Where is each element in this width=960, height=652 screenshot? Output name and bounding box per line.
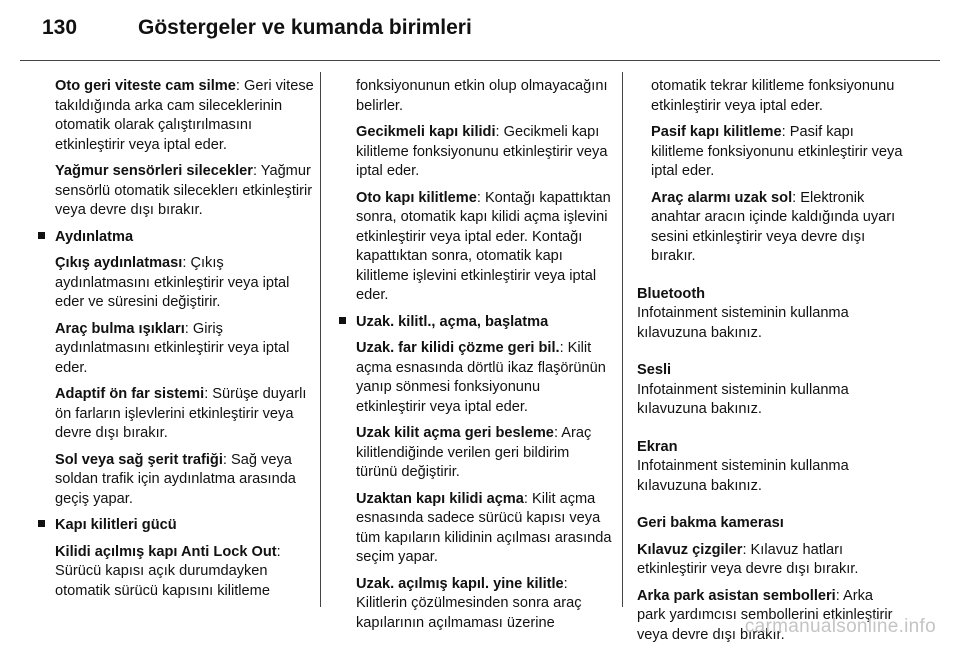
section-title: Geri bakma kamerası <box>637 515 784 531</box>
paragraph: Çıkış aydınlatması: Çıkış aydınlatmasını etkinleştirir veya iptal eder ve süresini değiştirir. <box>55 255 290 310</box>
bullet-heading: Kapı kilitleri gücü <box>55 516 317 536</box>
bullet-square-icon <box>339 317 346 324</box>
paragraph: Arka park asistan sembolleri: Arka park yardımcısı sembollerini etkinleştirir veya devre dışı bırakır. <box>637 587 893 643</box>
page-number: 130 <box>42 16 78 39</box>
paragraph: Kılavuz çizgiler: Kılavuz hatları etkinleştirir veya devre dışı bırakır. <box>637 541 859 577</box>
watermark: carmanualsonline.info <box>744 616 936 637</box>
column-3 <box>637 77 905 652</box>
paragraph: Yağmur sensörleri silecekler: Yağmur sensörlü otomatik sileceklerı etkinleştirir veya devre dışı bırakır. <box>55 163 313 218</box>
bullet-heading: Aydınlatma <box>55 228 317 248</box>
paragraph: Adaptif ön far sistemi: Sürüşe duyarlı ön farların işlevlerini etkinleştirir veya devre dışı bırakır. <box>55 386 307 441</box>
section-geri-bakma-kamerasi <box>637 514 905 534</box>
paragraph: Uzak. far kilidi çözme geri bil.: Kilit açma esnasında dörtlü ikaz flaşörünün yanıp sönmesi fonksiyonunu etkinleştirir veya iptal eder. <box>356 340 606 415</box>
column-1 <box>55 77 317 608</box>
section-sesli: Sesli Infotainment sisteminin kullanma kılavuzuna bakınız. <box>637 362 849 417</box>
bullet-square-icon <box>38 520 45 527</box>
section-ekran: Ekran Infotainment sisteminin kullanma kılavuzuna bakınız. <box>637 438 849 494</box>
paragraph: Araç bulma ışıkları: Giriş aydınlatmasını etkinleştirir veya iptal eder. <box>55 320 290 376</box>
paragraph: Oto kapı kilitleme: Kontağı kapattıktan sonra, otomatik kapı kilidi açma işlevini etkinleştirir veya iptal eder. Kontağı kapattıktan sonra, otomatik kapı kilitleme işlevini etkinleştirir veya iptal eder. <box>356 189 611 303</box>
bullet-square-icon <box>38 232 45 239</box>
paragraph: otomatik tekrar kilitleme fonksiyonunu etkinleştirir veya iptal eder. <box>651 78 895 114</box>
section-title: Bluetooth <box>637 285 706 302</box>
paragraph: Kilidi açılmış kapı Anti Lock Out: Sürücü kapısı açık durumdayken otomatik sürücü kapısını kilitleme <box>55 543 281 599</box>
page-title: Göstergeler ve kumanda birimleri <box>138 16 472 39</box>
section-title: Ekran <box>637 438 678 455</box>
column-divider <box>320 72 321 607</box>
paragraph: Pasif kapı kilitleme: Pasif kapı kilitleme fonksiyonunu etkinleştirir veya iptal eder. <box>651 124 903 179</box>
bullet-heading: Uzak. kilitl., açma, başlatma <box>356 313 612 333</box>
paragraph: Uzak. açılmış kapıl. yine kilitle: Kilitlerin çözülmesinden sonra araç kapılarının açılmaması üzerine <box>356 575 582 631</box>
column-2 <box>356 77 612 640</box>
header-rule <box>20 60 940 61</box>
paragraph: Uzak kilit açma geri besleme: Araç kilitlendiğinde verilen geri bildirim türünü değiştirir. <box>356 425 592 480</box>
paragraph: Gecikmeli kapı kilidi: Gecikmeli kapı kilitleme fonksiyonunu etkinleştirir veya iptal eder. <box>356 124 608 179</box>
page-header <box>20 16 940 46</box>
column-divider <box>622 72 623 607</box>
section-bluetooth: Bluetooth Infotainment sisteminin kullanma kılavuzuna bakınız. <box>637 285 849 341</box>
paragraph: fonksiyonunun etkin olup olmayacağını belirler. <box>356 78 608 114</box>
section-title: Sesli <box>637 362 672 378</box>
paragraph: Uzaktan kapı kilidi açma: Kilit açma esnasında sadece sürücü kapısı veya tüm kapıların kilidinin açılması arasında seçim yapar. <box>356 490 612 565</box>
paragraph: Araç alarmı uzak sol: Elektronik anahtar aracın içinde kaldığında uyarı sesini etkinleştirir veya devre dışı bırakır. <box>651 189 896 264</box>
paragraph: Oto geri viteste cam silme: Geri vitese takıldığında arka cam sileceklerinin otomatik olarak çalıştırılmasını etkinleştirir veya iptal eder. <box>55 78 314 153</box>
paragraph: Sol veya sağ şerit trafiği: Sağ veya soldan trafik için aydınlatma arasında geçiş yapar. <box>55 451 296 507</box>
